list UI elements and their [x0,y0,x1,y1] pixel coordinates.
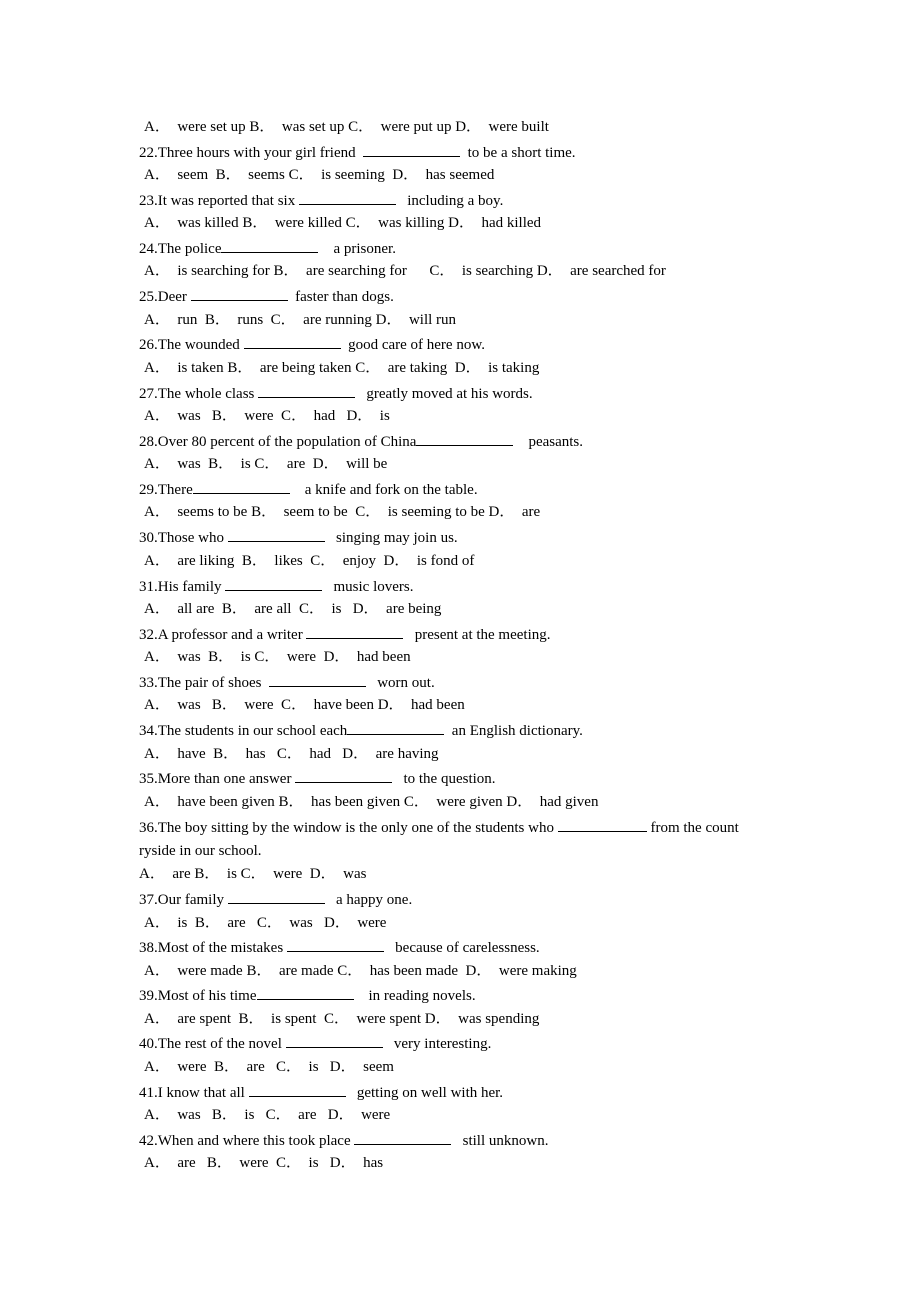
question-line [139,672,435,693]
question-text: 25.Deer [139,289,191,305]
answer-options-line: A． are liking B． likes C． enjoy D． is fond of [144,553,475,569]
answer-options-line: A． was B． were C． had D． is [144,408,390,424]
question-text: music lovers. [322,579,414,595]
answer-options-line: A． are B． were C． is D． has [144,1155,384,1171]
answer-options-line: A． were B． are C． is D． seem [144,1059,394,1075]
answer-blank [287,937,384,952]
answer-options-line: A． are spent B． is spent C． were spent D． was spending [144,1011,540,1027]
question-text: very interesting. [382,1036,492,1052]
answer-blank [354,1130,451,1145]
answer-blank [286,1033,383,1048]
question-text: 40.The rest of the novel [139,1036,286,1052]
question-line [139,624,551,645]
answer-blank [191,286,288,301]
question-text: 41.I know that all [139,1085,249,1101]
answer-options-line: A． seems to be B． seem to be C． is seeming to be D． are [144,504,541,520]
answer-options-line: A． was B． were C． have been D． had been [144,697,465,713]
question-text: 22.Three hours with your girl friend [139,145,364,161]
question-line [139,768,496,789]
answer-options-line: A． seem B． seems C． is seeming D． has seemed [144,167,495,183]
question-text: 23.It was reported that six [139,193,299,209]
question-text: an English dictionary. [444,723,583,739]
question-line [139,576,414,597]
answer-blank [416,431,513,446]
answer-blank [244,334,341,349]
answer-options-line: A． have been given B． has been given C． were given D． had given [144,794,599,810]
question-line [139,142,576,163]
question-text: 35.More than one answer [139,771,296,787]
answer-options-line: A． have B． has C． had D． are having [144,746,439,762]
question-text: 36.The boy sitting by the window is the only one of the students who [139,820,558,836]
question-text: a prisoner. [318,241,396,257]
answer-blank [228,527,325,542]
question-text: including a boy. [395,193,504,209]
answer-blank [221,238,318,253]
question-line [139,383,533,404]
question-text: 33.The pair of shoes [139,675,269,691]
answer-options-line: A． were set up B． was set up C． were put up D． were built [144,119,549,135]
question-text: 34.The students in our school each [139,723,348,739]
question-text: 30.Those who [139,530,228,546]
question-text: 31.His family [139,579,226,595]
question-line [139,889,412,910]
question-line [139,238,396,259]
question-text: 27.The whole class [139,386,259,402]
answer-blank [363,142,460,157]
question-text: worn out. [365,675,435,691]
question-text: good care of here now. [340,337,485,353]
question-text: 39.Most of his time [139,988,257,1004]
question-line [139,720,583,741]
question-text: peasants. [513,434,584,450]
answer-options-line: A． was B． is C． are D． will be [144,456,388,472]
question-line [139,190,503,211]
question-text: 42.When and where this took place [139,1133,355,1149]
answer-options-line: A． run B． runs C． are running D． will run [144,312,457,328]
answer-options-line: A． are B． is C． were D． was [139,866,367,882]
answer-blank [558,817,647,832]
answer-blank [257,985,354,1000]
question-line: ryside in our school. [139,843,262,859]
question-text: a happy one. [324,892,413,908]
question-line [139,334,485,355]
question-text: 32.A professor and a writer [139,627,307,643]
question-line [139,937,540,958]
question-text: 37.Our family [139,892,228,908]
question-text: 26.The wounded [139,337,244,353]
answer-options-line: A． is taken B． are being taken C． are taking D． is taking [144,360,540,376]
answer-blank [347,720,444,735]
question-line [139,1082,503,1103]
question-text: in reading novels. [353,988,476,1004]
question-text: because of carelessness. [383,940,540,956]
question-text: still unknown. [451,1133,549,1149]
question-text: to be a short time. [460,145,576,161]
question-line [139,985,476,1006]
answer-blank [225,576,322,591]
answer-options-line: A． were made B． are made C． has been made D． were making [144,963,577,979]
answer-blank [306,624,403,639]
question-text: singing may join us. [324,530,458,546]
question-text: a knife and fork on the table. [289,482,478,498]
question-text: to the question. [392,771,496,787]
question-line [139,479,478,500]
answer-blank [228,889,325,904]
question-text: from the count [646,820,739,836]
question-line [139,817,739,838]
answer-blank [295,768,392,783]
question-text: getting on well with her. [345,1085,504,1101]
question-text: 28.Over 80 percent of the population of China [139,434,417,450]
answer-options-line: A． was killed B． were killed C． was killing D． had killed [144,215,542,231]
answer-options-line: A． is B． are C． was D． were [144,915,387,931]
answer-options-line: A． all are B． are all C． is D． are being [144,601,442,617]
question-text: present at the meeting. [403,627,551,643]
answer-blank [269,672,366,687]
answer-blank [299,190,396,205]
question-line [139,1033,491,1054]
answer-options-line: A． is searching for B． are searching for C． is searching D． are searched for [144,263,666,279]
question-line [139,1130,548,1151]
answer-blank [193,479,290,494]
question-line [139,286,394,307]
question-text: 24.The police [139,241,222,257]
answer-options-line: A． was B． is C． were D． had been [144,649,411,665]
question-text: 38.Most of the mistakes [139,940,287,956]
question-line [139,527,458,548]
answer-blank [249,1082,346,1097]
question-text: 29.There [139,482,193,498]
question-line [139,431,583,452]
question-text: greatly moved at his words. [355,386,533,402]
answer-blank [258,383,355,398]
question-text: faster than dogs. [287,289,394,305]
answer-options-line: A． was B． is C． are D． were [144,1107,391,1123]
